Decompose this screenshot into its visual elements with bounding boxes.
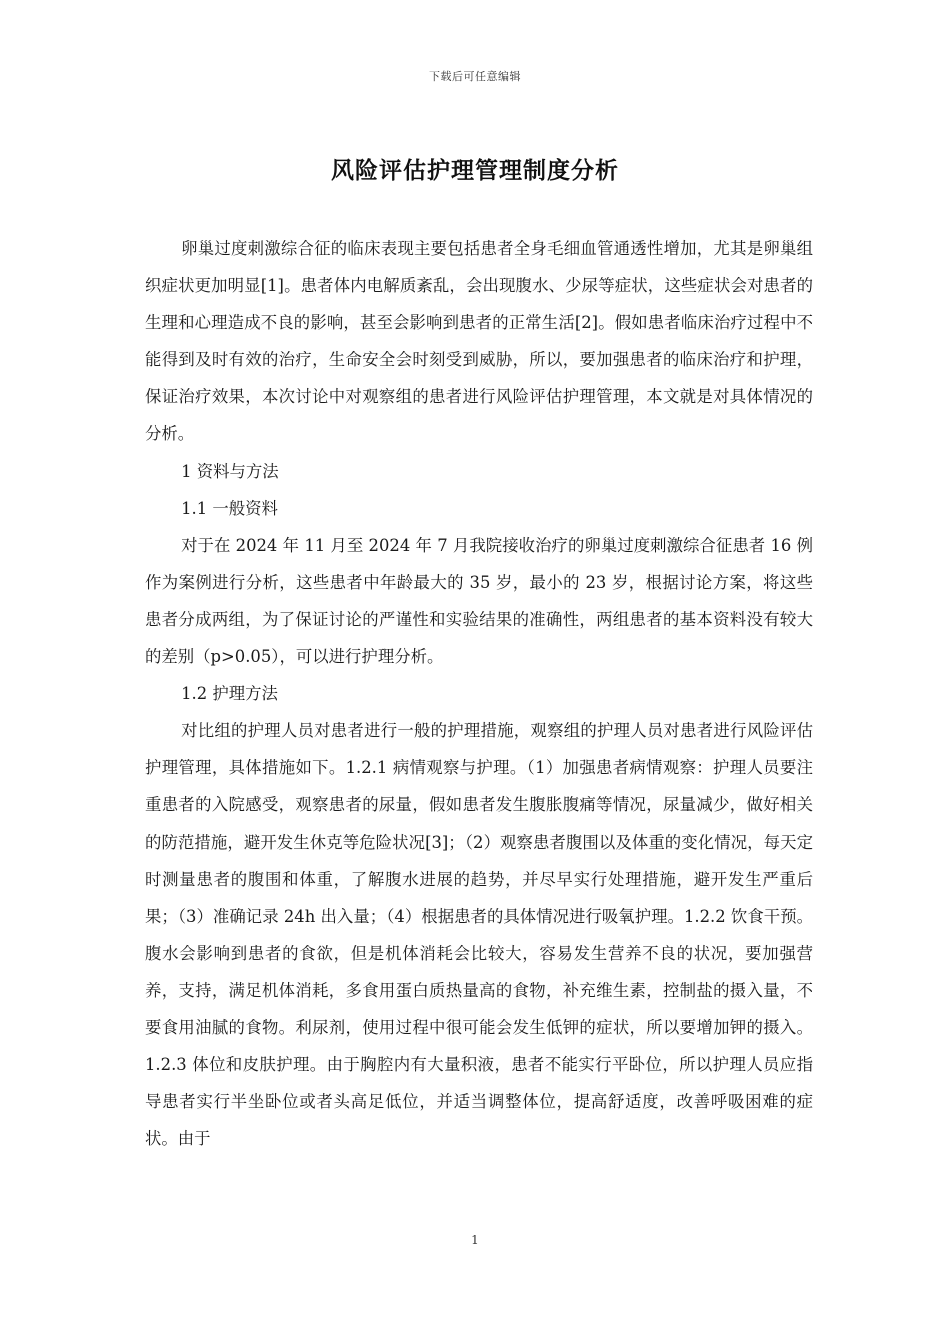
- page-number: 1: [471, 1233, 479, 1247]
- document-body: [145, 230, 813, 1157]
- intro-paragraph: 卵巢过度刺激综合征的临床表现主要包括患者全身毛细血管通透性增加，尤其是卵巢组织症状更加明显[1]。患者体内电解质紊乱，会出现腹水、少尿等症状，这些症状会对患者的生理和心理造成不良的影响，甚至会影响到患者的正常生活[2]。假如患者临床治疗过程中不能得到及时有效的治疗，生命安全会时刻受到威胁，所以，要加强患者的临床治疗和护理，保证治疗效果，本次讨论中对观察组的患者进行风险评估护理管理，本文就是对具体情况的分析。: [145, 239, 813, 444]
- general-data-paragraph: 对于在 2024 年 11 月至 2024 年 7 月我院接收治疗的卵巢过度刺激综合征患者 16 例作为案例进行分析，这些患者中年龄最大的 35 岁，最小的 23 岁，根据讨论方案，将这些患者分成两组，为了保证讨论的严谨性和实验结果的准确性，两组患者的基本资料没有较大的差别（p>0.05），可以进行护理分析。: [145, 535, 813, 667]
- header-note: 下载后可任意编辑: [429, 70, 521, 83]
- section-heading: 1 资料与方法: [181, 461, 279, 481]
- subsection-heading: 1.2 护理方法: [181, 684, 278, 704]
- subsection-heading: 1.1 一般资料: [181, 498, 278, 518]
- nursing-method-paragraph: 对比组的护理人员对患者进行一般的护理措施，观察组的护理人员对患者进行风险评估护理管理，具体措施如下。1.2.1 病情观察与护理。（1）加强患者病情观察：护理人员要注重患者的入院感受，观察患者的尿量，假如患者发生腹胀腹痛等情况，尿量减少，做好相关的防范措施，避开发生休克等危险状况[3]；（2）观察患者腹围以及体重的变化情况，每天定时测量患者的腹围和体重，了解腹水进展的趋势，并尽早实行处理措施，避开发生严重后果；（3）准确记录 24h 出入量；（4）根据患者的具体情况进行吸氧护理。1.2.2 饮食干预。腹水会影响到患者的食欲，但是机体消耗会比较大，容易发生营养不良的状况，要加强营养，支持，满足机体消耗，多食用蛋白质热量高的食物，补充维生素，控制盐的摄入量，不要食用油腻的食物。利尿剂，使用过程中很可能会发生低钾的症状，所以要增加钾的摄入。1.2.3 体位和皮肤护理。由于胸腔内有大量积液，患者不能实行平卧位，所以护理人员应指导患者实行半坐卧位或者头高足低位，并适当调整体位，提高舒适度，改善呼吸困难的症状。由于: [145, 721, 813, 1149]
- document-title: 风险评估护理管理制度分析: [331, 157, 619, 184]
